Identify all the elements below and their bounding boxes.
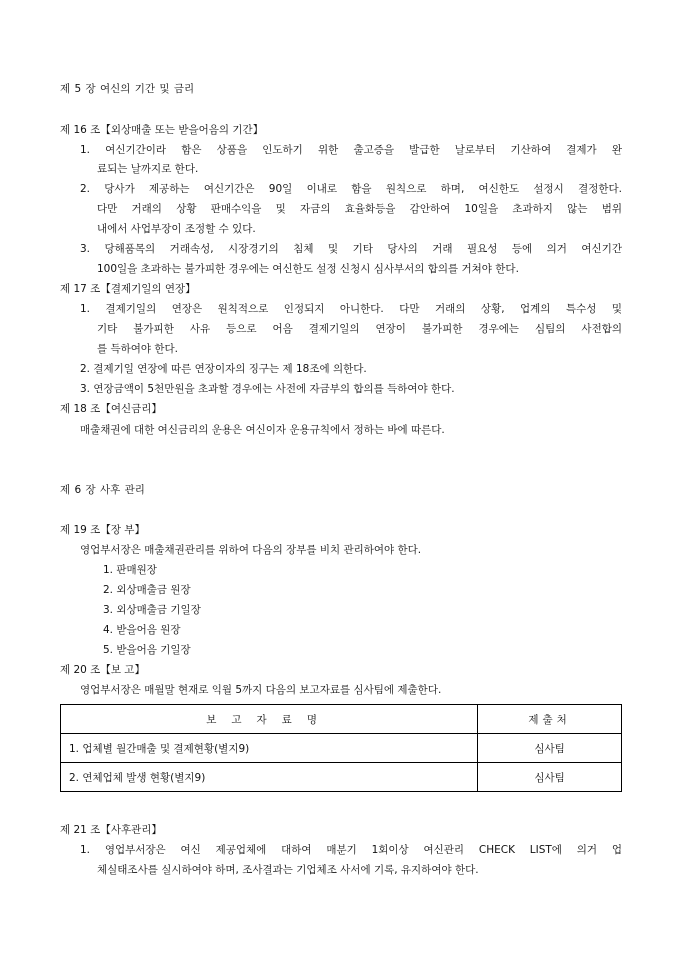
article-16-item-2-line-3: 내에서 사업부장이 조정할 수 있다. [97, 223, 256, 235]
ledger-list-item: 1. 판매원장 [103, 564, 157, 576]
article-20-heading: 제 20 조【보 고】 [60, 664, 145, 676]
ledger-list-item: 5. 받을어음 기일장 [103, 644, 191, 656]
article-17-item-3: 3. 연장금액이 5천만원을 초과할 경우에는 사전에 자금부의 합의를 득하여야 한다. [80, 383, 455, 395]
chapter-6-title: 제 6 장 사후 관리 [60, 484, 145, 496]
column-header-report-name: 보고자료명 [61, 705, 478, 734]
table-row [61, 734, 622, 763]
article-17-item-1-line-1: 1. 결제기일의 연장은 원칙적으로 인정되지 아니한다. 다만 거래의 상황, 업계의 특수성 및 [80, 303, 622, 315]
report-table [60, 704, 622, 792]
report-name-cell: 1. 업체별 월간매출 및 결제현황(별지9) [61, 734, 478, 763]
article-16-item-3-line-1: 3. 당해품목의 거래속성, 시장경기의 침체 및 기타 당사의 거래 필요성 등에 의거 여신기간 [80, 243, 622, 255]
chapter-5-title: 제 5 장 여신의 기간 및 금리 [60, 83, 195, 95]
report-name-cell: 2. 연체업체 발생 현황(별지9) [61, 763, 478, 792]
article-21-heading: 제 21 조【사후관리】 [60, 824, 162, 836]
article-19-intro: 영업부서장은 매출채권관리를 위하여 다음의 장부를 비치 관리하여야 한다. [80, 544, 422, 556]
article-21-item-1-line-1: 1. 영업부서장은 여신 제공업체에 대하여 매분기 1회이상 여신관리 CHECK LIST에 의거 업 [80, 844, 622, 856]
ledger-list-item: 3. 외상매출금 기일장 [103, 604, 201, 616]
column-header-submit-to: 제출처 [478, 705, 622, 734]
submit-to-cell: 심사팀 [478, 763, 622, 792]
ledger-list-item: 2. 외상매출금 원장 [103, 584, 191, 596]
table-header-row [61, 705, 622, 734]
article-17-item-1-line-3: 를 득하여야 한다. [97, 343, 179, 355]
article-16-heading: 제 16 조【외상매출 또는 받을어음의 기간】 [60, 124, 264, 136]
article-16-item-2-line-2: 다만 거래의 상황 판매수익을 및 자금의 효율화등을 감안하여 10일을 초과하지 않는 범위 [97, 203, 622, 215]
article-16-item-3-line-2: 100일을 초과하는 불가피한 경우에는 여신한도 설정 신청시 심사부서의 합의를 거쳐야 한다. [97, 263, 519, 275]
ledger-list-item: 4. 받을어음 원장 [103, 624, 181, 636]
submit-to-cell: 심사팀 [478, 734, 622, 763]
article-17-heading: 제 17 조【결제기일의 연장】 [60, 283, 196, 295]
article-17-item-2: 2. 결제기일 연장에 따른 연장이자의 징구는 제 18조에 의한다. [80, 363, 367, 375]
article-17-item-1-line-2: 기타 불가피한 사유 등으로 어음 결제기일의 연장이 불가피한 경우에는 심팀의 사전합의 [97, 323, 622, 335]
article-19-heading: 제 19 조【장 부】 [60, 524, 145, 536]
table-row [61, 763, 622, 792]
article-21-item-1-line-2: 체실태조사를 실시하여야 하며, 조사결과는 기업체조 사서에 기록, 유지하여야 한다. [97, 864, 479, 876]
article-16-item-1-line-1: 1. 여신기간이라 함은 상품을 인도하기 위한 출고증을 발급한 날로부터 기산하여 결제가 완 [80, 144, 622, 156]
article-18-heading: 제 18 조【여신금리】 [60, 403, 162, 415]
article-18-body: 매출채권에 대한 여신금리의 운용은 여신이자 운용규칙에서 정하는 바에 따른다. [80, 424, 445, 436]
article-20-intro: 영업부서장은 매월말 현재로 익월 5까지 다음의 보고자료를 심사팀에 제출한다. [80, 684, 442, 696]
article-16-item-2-line-1: 2. 당사가 제공하는 여신기간은 90일 이내로 함을 원칙으로 하며, 여신한도 설정시 결정한다. [80, 183, 622, 195]
article-16-item-1-line-2: 료되는 날까지로 한다. [97, 163, 199, 175]
